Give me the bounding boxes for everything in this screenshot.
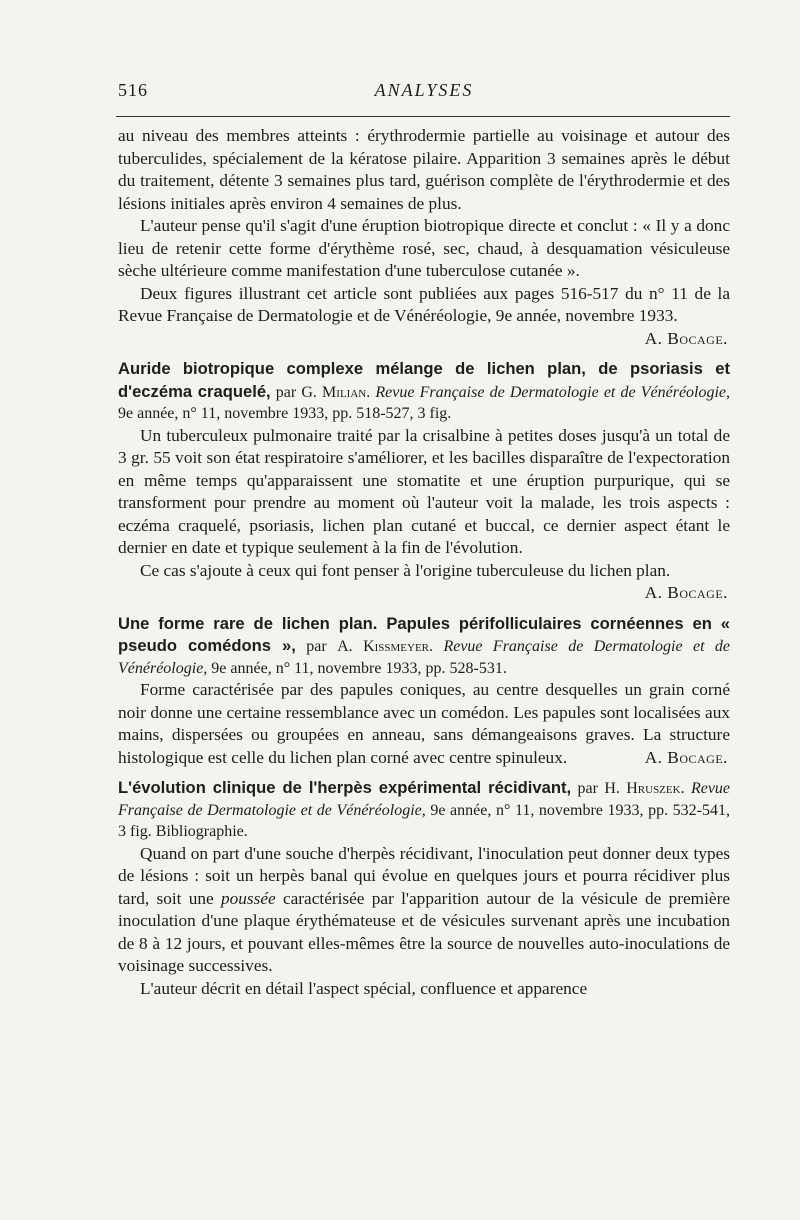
entry-heading (118, 358, 730, 425)
entry-heading (118, 777, 730, 843)
entry-reference: 9e année, n° 11, novembre 1933, pp. 518-527, 3 fig. (118, 405, 452, 422)
entry-author: H. Hruszek. (604, 780, 685, 797)
entry-by: par (306, 638, 327, 655)
entry-paragraph: L'auteur décrit en détail l'aspect spécial, confluence et apparence (140, 978, 588, 998)
entry-journal: Revue Française de Dermatologie et de Vénéréologie, (118, 780, 731, 819)
intro-paragraph-3-text: Deux figures illustrant cet article sont publiées aux pages 516-517 du n° 11 de la Revue Française de Dermatologie et de Vénéréologie, 9e année, novembre 1933. (118, 283, 730, 325)
entry-title: Une forme rare de lichen plan. Papules périfolliculaires cornéennes en « pseudo comédons », (118, 613, 730, 655)
entry-paragraph-text: Quand on part d'une souche d'herpès récidivant, l'inoculation peut donner deux types de lésions : soit un herpès banal qui évolue en quelques jours et pourra récidiver plus tard, soit une (118, 843, 730, 908)
review-entry-1 (118, 358, 730, 605)
entry-by: par (275, 383, 297, 401)
entry-journal: Revue Française de Dermatologie et de Vénéréologie, (118, 638, 731, 677)
intro-paragraph-1: au niveau des membres atteints : érythrodermie partielle au voisinage et autour des tuberculides, spécialement de la kératose pilaire. Apparition 3 semaines après le début du traitement, détente 3 semaines plus tard, guérison complète de l'érythrodermie et des lésions initiales après environ 4 semaines de plus. (118, 126, 730, 213)
page-content (118, 125, 730, 1000)
entry-title: Auride biotropique complexe mélange de lichen plan, de psoriasis et d'eczéma craquelé, (118, 359, 730, 401)
page-number: 516 (118, 80, 148, 100)
emphasized-word: poussée (220, 888, 276, 908)
entry-by: par (577, 780, 598, 797)
entry-paragraph-text: Forme caractérisée par des papules coniques, au centre desquelles un grain corné noir donne une certaine ressemblance avec un comédon. Les papules sont localisées aux mains, dispersées ou groupées en anneau, sans démangeaisons graves. La structure histologique est celle du lichen plan corné avec centre spinuleux. (118, 680, 730, 767)
signature: A. Bocage. (644, 328, 728, 348)
entry-heading (118, 613, 730, 680)
entry-paragraph-text: Ce cas s'ajoute à ceux qui font penser à l'origine tuberculeuse du lichen plan. (140, 560, 671, 580)
entry-paragraph (118, 560, 730, 605)
running-title: ANALYSES (374, 80, 474, 100)
review-entry-2 (118, 613, 730, 770)
signature: A. Bocage. (644, 583, 728, 602)
intro-paragraph-3 (118, 283, 730, 351)
review-entry-3 (118, 777, 730, 1000)
entry-author: G. Milian. (301, 383, 371, 401)
signature: A. Bocage. (644, 747, 728, 767)
entry-title: L'évolution clinique de l'herpès expérimental récidivant, (118, 778, 572, 797)
running-head (118, 80, 730, 104)
entry-reference: 9e année, n° 11, novembre 1933, pp. 532-541, 3 fig. Bibliographie. (118, 801, 731, 840)
entry-paragraph-text: caractérisée par l'apparition autour de la vésicule de première inoculation d'une plaque érythémateuse et de vésicules survenant après une incubation de 8 à 12 jours, et pouvant elles-mêmes être la source de nouvelles auto-inoculations de voisinage successives. (118, 888, 730, 975)
entry-paragraph: Un tuberculeux pulmonaire traité par la crisalbine à petites doses jusqu'à un total de 3 gr. 55 voit son état respiratoire s'améliorer, et les bacilles disparaître de l'expectoration en même temps qu'apparaissent une stomatite et une éruption purpurique, qui se transforment pour prendre au moment où l'auteur voit la malade, les trois aspects : eczéma craquelé, psoriasis, lichen plan cutané et buccal, ce dernier aspect étant le dernier en date et typique seulement à la fin de l'évolution. (118, 425, 730, 557)
entry-journal: Revue Française de Dermatologie et de Vénéréologie, (375, 383, 731, 401)
entry-paragraph (118, 843, 730, 978)
intro-paragraph-2: L'auteur pense qu'il s'agit d'une éruption biotropique directe et conclut : « Il y a donc lieu de retenir cette forme d'érythème rosé, sec, chaud, à desquamation vésiculeuse sèche ultérieure comme manifestation d'une tuberculose cutanée ». (118, 216, 730, 280)
header-rule (116, 116, 730, 117)
entry-paragraph (118, 679, 730, 769)
entry-author: A. Kissmeyer. (337, 638, 434, 655)
entry-reference: 9e année, n° 11, novembre 1933, pp. 528-531. (211, 659, 507, 677)
